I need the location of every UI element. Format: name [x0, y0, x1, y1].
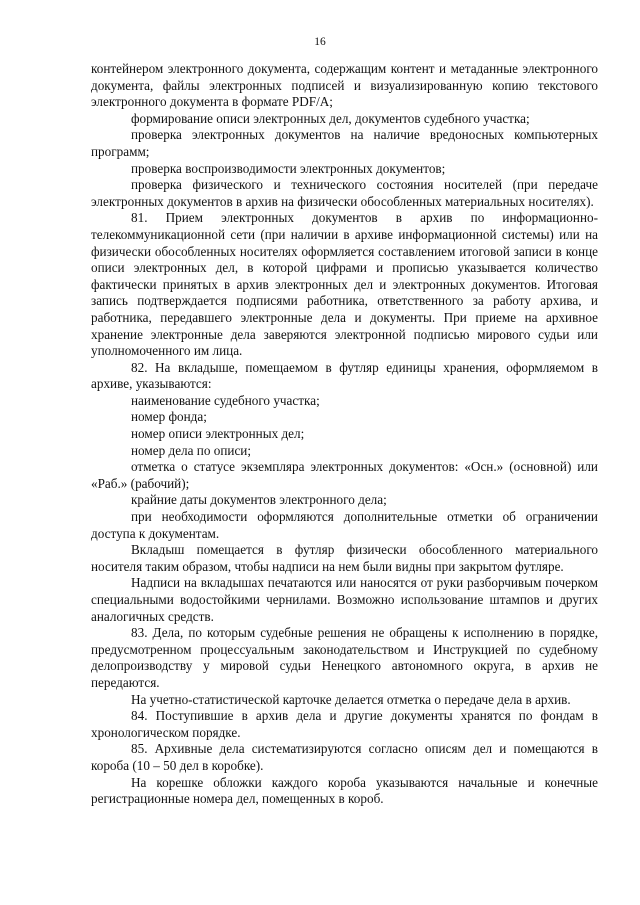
paragraph: проверка физического и технического состояния носителей (при передаче электронных документов в архив на физически обособленных материальных носителях).: [91, 177, 598, 209]
paragraph: крайние даты документов электронного дела;: [131, 492, 387, 508]
paragraph: проверка электронных документов на наличие вредоносных компьютерных программ;: [91, 127, 598, 159]
paragraph: Вкладыш помещается в футляр физически обособленного материального носителя таким образом, чтобы надписи на нем были видны при закрытом футляре.: [91, 542, 598, 574]
paragraph: 84. Поступившие в архив дела и другие документы хранятся по фондам в хронологическом порядке.: [91, 708, 598, 740]
paragraph: На учетно-статистической карточке делается отметка о передаче дела в архив.: [131, 691, 571, 707]
paragraph: 85. Архивные дела систематизируются согласно описям дел и помещаются в короба (10 – 50 дел в коробке).: [91, 741, 598, 773]
paragraph: номер описи электронных дел;: [131, 426, 305, 442]
paragraph: номер фонда;: [131, 409, 207, 425]
paragraph: 83. Дела, по которым судебные решения не обращены к исполнению в порядке, предусмотренном процессуальным законодательством и Инструкцией по судебному делопроизводству у мировой судьи Ненецкого автономного округа, в архив не передаются.: [91, 625, 598, 690]
paragraph: Надписи на вкладышах печатаются или наносятся от руки разборчивым почерком специальными водостойкими чернилами. Возможно использование штампов и других аналогичных средств.: [91, 575, 598, 624]
paragraph: проверка воспроизводимости электронных документов;: [131, 160, 446, 176]
paragraph: наименование судебного участка;: [131, 392, 320, 408]
paragraph: контейнером электронного документа, содержащим контент и метаданные электронного документа, файлы электронных подписей и визуализированную копию текстового электронного документа в формате PDF/A;: [91, 61, 598, 110]
paragraph: отметка о статусе экземпляра электронных документов: «Осн.» (основной) или «Раб.» (рабочий);: [91, 459, 598, 491]
paragraph: формирование описи электронных дел, документов судебного участка;: [131, 110, 530, 126]
paragraph: 82. На вкладыше, помещаемом в футляр единицы хранения, оформляемом в архиве, указываются:: [91, 359, 598, 392]
paragraph: при необходимости оформляются дополнительные отметки об ограничении доступа к документам.: [91, 509, 598, 541]
paragraph: На корешке обложки каждого короба указываются начальные и конечные регистрационные номера дел, помещенных в короб.: [91, 774, 598, 807]
page-number: 16: [314, 36, 326, 48]
paragraph: 81. Прием электронных документов в архив по информационно-телекоммуникационной сети (при наличии в архиве информационной системы) или на физически обособленных носителях оформляется составлением итоговой записи в конце описи электронных дел, в которой цифрами и прописью указывается количество фактически принятых в архив электронных дел и электронных документов. Итоговая запись подтверждается подписями работника, ответственного за работу архива, и работника, передавшего электронные дела и документы. При приеме на архивное хранение электронные дела заверяются электронной подписью мирового судьи или уполномоченного им лица.: [91, 210, 598, 359]
paragraph: номер дела по описи;: [131, 442, 252, 458]
document-body: [91, 61, 598, 808]
